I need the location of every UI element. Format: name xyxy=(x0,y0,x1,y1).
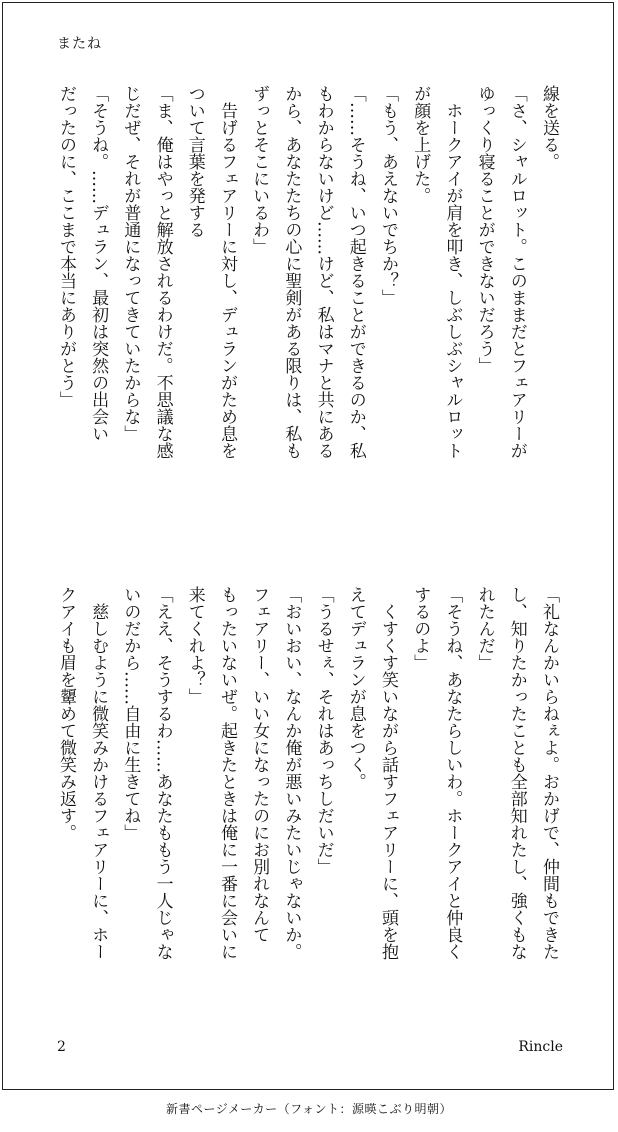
page-number: 2 xyxy=(57,1039,66,1055)
text-block-upper: 線を送る。 「さ、シャルロット。このままだとフェアリーが ゆっくり寝ることができないだろう」 ホークアイが肩を叩き、しぶしぶシャルロット が顔を上げた。 「もう、あえないでちか？」 「……そうね、いつ起きることができるのか、私 もわからないけど……けど、私はマナと共にある から、あなたたちの心に聖剣がある限りは、私も ずっとそこにいるわ」 告げるフェアリーに対し、デュランがため息を ついて言葉を発する 「ま、俺はやっと解放されるわけだ。不思議な感 じだぜ、それが普通になってきていたからな」 「そうね。……デュラン、最初は突然の出会い だったのに、ここまで本当にありがとう」 xyxy=(55,85,559,459)
text-block-lower: 「礼なんかいらねぇよ。おかげで、仲間もできた し、知りたかったことも全部知れたし、強くもな れたんだ」 「そうね、あなたらしいわ。ホークアイと仲良く するのよ」 くすくす笑いながら話すフェアリーに、頭を抱 えてデュランが息をつく。 「うるせぇ、それはあっちしだいだ」 「おいおい、なんか俺が悪いみたいじゃないか。 フェアリー、いい女になったのにお別れなんて もったいないぜ。起きたときは俺に一番に会いに 来てくれよ？」 「ええ、そうするわ……あなたももう一人じゃな いのだから……自由に生きてね」 慈しむように微笑みかけるフェアリーに、ホー クアイも眉を顰めて微笑み返す。 xyxy=(55,586,559,960)
book-page xyxy=(2,2,614,1090)
author-name: Rincle xyxy=(518,1039,563,1055)
generator-caption: 新書ページメーカー（フォント：源暎こぶり明朝） xyxy=(165,1102,453,1116)
chapter-title: またね xyxy=(57,36,102,52)
